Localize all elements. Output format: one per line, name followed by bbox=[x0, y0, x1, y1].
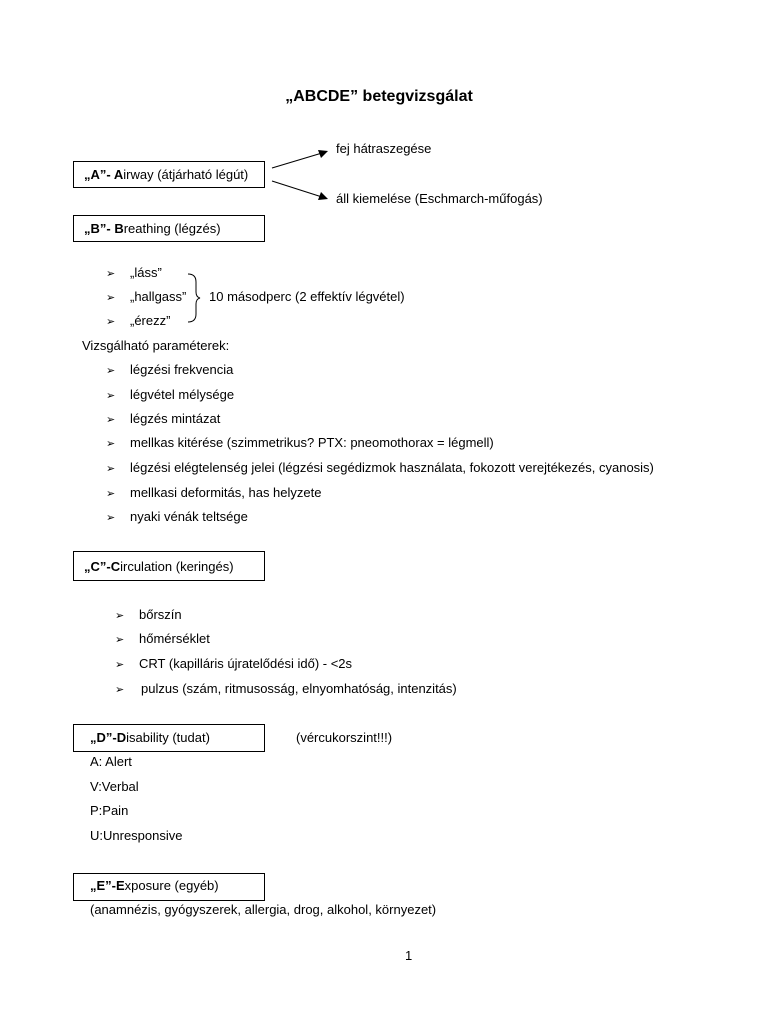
avpu-item: P:Pain bbox=[90, 803, 129, 818]
airway-branch-1: fej hátraszegése bbox=[336, 141, 432, 156]
bullet-arrow-icon: ➢ bbox=[115, 634, 125, 646]
section-d-box bbox=[73, 724, 265, 752]
bullet-arrow-icon: ➢ bbox=[106, 390, 116, 402]
circulation-item: ➢ CRT (kapilláris újratelődési idő) - <2s bbox=[115, 656, 353, 671]
brace-note: 10 másodperc (2 effektív légvétel) bbox=[209, 289, 405, 304]
section-d-prefix: „D”-D bbox=[90, 730, 127, 745]
bullet-arrow-icon: ➢ bbox=[106, 292, 116, 304]
section-a-label: irway (átjárható légút) bbox=[123, 167, 249, 182]
section-c-label: irculation (keringés) bbox=[120, 559, 234, 574]
sense-item: ➢ „láss” bbox=[106, 265, 162, 280]
bullet-arrow-icon: ➢ bbox=[106, 463, 116, 475]
exposure-note: (anamnézis, gyógyszerek, allergia, drog, alkohol, környezet) bbox=[90, 902, 437, 917]
bullet-arrow-icon: ➢ bbox=[115, 659, 125, 671]
page-number: 1 bbox=[405, 948, 413, 963]
disability-note: (vércukorszint!!!) bbox=[296, 730, 393, 745]
param-item: ➢ légzési elégtelenség jelei (légzési segédizmok használata, fokozott verejtékezés, cyanosis) bbox=[106, 460, 654, 475]
sense-item: ➢ „hallgass” bbox=[106, 289, 187, 304]
bullet-arrow-icon: ➢ bbox=[106, 488, 116, 500]
section-c-box bbox=[73, 551, 265, 581]
circulation-item: ➢ hőmérséklet bbox=[115, 631, 210, 646]
param-item: ➢ légvétel mélysége bbox=[106, 387, 235, 402]
avpu-item: V:Verbal bbox=[90, 779, 139, 794]
params-heading: Vizsgálható paraméterek: bbox=[82, 338, 230, 353]
bullet-arrow-icon: ➢ bbox=[115, 610, 125, 622]
bullet-arrow-icon: ➢ bbox=[115, 684, 125, 696]
bullet-arrow-icon: ➢ bbox=[106, 438, 116, 450]
section-d-label: isability (tudat) bbox=[126, 730, 210, 745]
param-item: ➢ mellkas kitérése (szimmetrikus? PTX: pneomothorax = légmell) bbox=[106, 435, 494, 450]
section-a-prefix: „A”- A bbox=[84, 167, 124, 182]
airway-branch-2: áll kiemelése (Eschmarch-műfogás) bbox=[336, 191, 543, 206]
section-e-prefix: „E”-E bbox=[90, 878, 125, 893]
circulation-item: ➢ bőrszín bbox=[115, 607, 182, 622]
section-e-label: xposure (egyéb) bbox=[124, 878, 219, 893]
avpu-item: A: Alert bbox=[90, 754, 132, 769]
bullet-arrow-icon: ➢ bbox=[106, 414, 116, 426]
section-b-box bbox=[73, 215, 265, 242]
param-item: ➢ légzési frekvencia bbox=[106, 362, 234, 377]
section-e-box bbox=[73, 873, 265, 901]
sense-item: ➢ „érezz” bbox=[106, 313, 171, 328]
circulation-item: ➢ pulzus (szám, ritmusosság, elnyomhatóság, intenzitás) bbox=[115, 681, 457, 696]
avpu-item: U:Unresponsive bbox=[90, 828, 183, 843]
param-item: ➢ légzés mintázat bbox=[106, 411, 221, 426]
param-item: ➢ mellkasi deformitás, has helyzete bbox=[106, 485, 322, 500]
bullet-arrow-icon: ➢ bbox=[106, 268, 116, 280]
bullet-arrow-icon: ➢ bbox=[106, 512, 116, 524]
bullet-arrow-icon: ➢ bbox=[106, 316, 116, 328]
page-title: „ABCDE” betegvizsgálat bbox=[285, 88, 473, 105]
section-b-prefix: „B”- B bbox=[84, 221, 124, 236]
bullet-arrow-icon: ➢ bbox=[106, 365, 116, 377]
param-item: ➢ nyaki vénák teltsége bbox=[106, 509, 248, 524]
section-c-prefix: „C”-C bbox=[84, 559, 121, 574]
section-b-label: reathing (légzés) bbox=[123, 221, 221, 236]
